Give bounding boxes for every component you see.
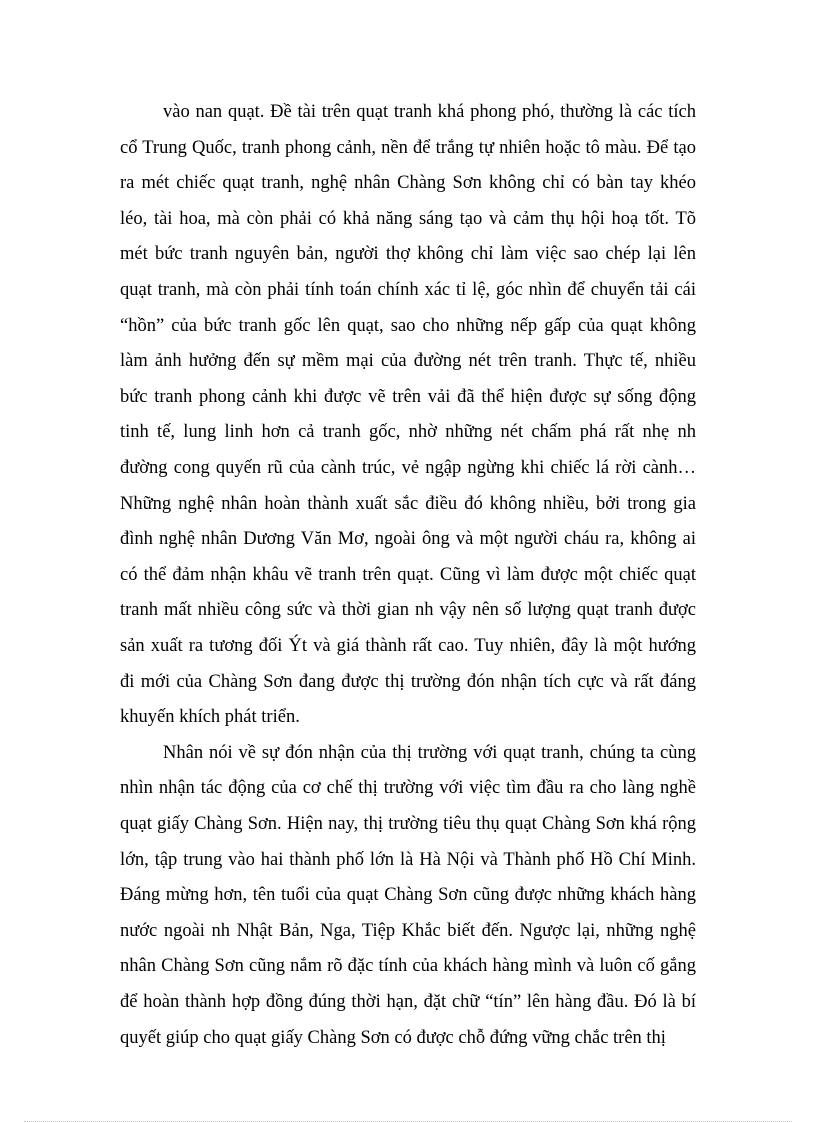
text-line: cổ Trung Quốc, tranh phong cảnh, nền để trắng tự nhiên hoặc tô màu. Để tạo [120, 137, 696, 158]
text-line: Những nghệ nhân hoàn thành xuất sắc điều đó không nhiều, bởi trong gia [120, 493, 696, 514]
text-line: lớn, tập trung vào hai thành phố lớn là Hà Nội và Thành phố Hồ Chí Minh. [120, 849, 696, 870]
text-line: “hồn” của bức tranh gốc lên quạt, sao cho những nếp gấp của quạt không [120, 315, 696, 336]
text-line: sản xuất ra tương đối Ýt và giá thành rất cao. Tuy nhiên, đây là một hướng [120, 636, 696, 656]
text-line: Đáng mừng hơn, tên tuổi của quạt Chàng Sơn cũng được những khách hàng [120, 885, 696, 906]
text-line: bức tranh phong cảnh khi được vẽ trên vải đã thể hiện được sự sống động [120, 386, 696, 407]
text-line: nước ngoài nh Nhật Bản, Nga, Tiệp Khắc biết đến. Ngược lại, những nghệ [120, 920, 696, 941]
text-line: mét bức tranh nguyên bản, người thợ không chỉ làm việc sao chép lại lên [120, 244, 696, 265]
text-line: léo, tài hoa, mà còn phải có khả năng sáng tạo và cảm thụ hội hoạ tốt. Tõ [120, 208, 696, 229]
text-line: quạt giấy Chàng Sơn. Hiện nay, thị trường tiêu thụ quạt Chàng Sơn khá rộng [120, 814, 696, 834]
text-line: tranh mất nhiều công sức và thời gian nh vậy nên số lượng quạt tranh được [120, 600, 696, 621]
text-line: ra mét chiếc quạt tranh, nghệ nhân Chàng Sơn không chỉ có bàn tay khéo [120, 173, 696, 194]
text-line: khuyến khích phát triển. [120, 707, 300, 728]
text-line: nhân Chàng Sơn cũng nắm rõ đặc tính của khách hàng mình và luôn cố gắng [120, 956, 696, 977]
text-line: tinh tế, lung linh hơn cả tranh gốc, nhờ những nét chấm phá rất nhẹ nh [120, 422, 696, 443]
text-line: đường cong quyến rũ của cành trúc, vẻ ngập ngừng khi chiếc lá rời cành… [120, 458, 696, 478]
text-line: có thể đảm nhận khâu vẽ tranh trên quạt. Cũng vì làm được một chiếc quạt [120, 564, 696, 585]
text-line: nhìn nhận tác động của cơ chế thị trường với việc tìm đầu ra cho làng nghề [120, 778, 696, 799]
text-line: quyết giúp cho quạt giấy Chàng Sơn có được chỗ đứng vững chắc trên thị [120, 1027, 666, 1048]
text-line: đình nghệ nhân Dương Văn Mơ, ngoài ông và một người cháu ra, không ai [120, 529, 696, 550]
text-line: Nhân nói về sự đón nhận của thị trường với quạt tranh, chúng ta cùng [163, 742, 696, 763]
text-line: làm ảnh hưởng đến sự mềm mại của đường nét trên tranh. Thực tế, nhiều [120, 351, 696, 372]
text-line: vào nan quạt. Đề tài trên quạt tranh khá phong phó, thường là các tích [163, 102, 696, 122]
text-line: đi mới của Chàng Sơn đang được thị trường đón nhận tích cực và rất đáng [120, 671, 696, 692]
text-line: để hoàn thành hợp đồng đúng thời hạn, đặt chữ “tín” lên hàng đầu. Đó là bí [120, 992, 696, 1012]
page-bottom-divider [24, 1121, 792, 1122]
text-line: quạt tranh, mà còn phải tính toán chính xác tỉ lệ, góc nhìn để chuyển tải cái [120, 280, 696, 300]
